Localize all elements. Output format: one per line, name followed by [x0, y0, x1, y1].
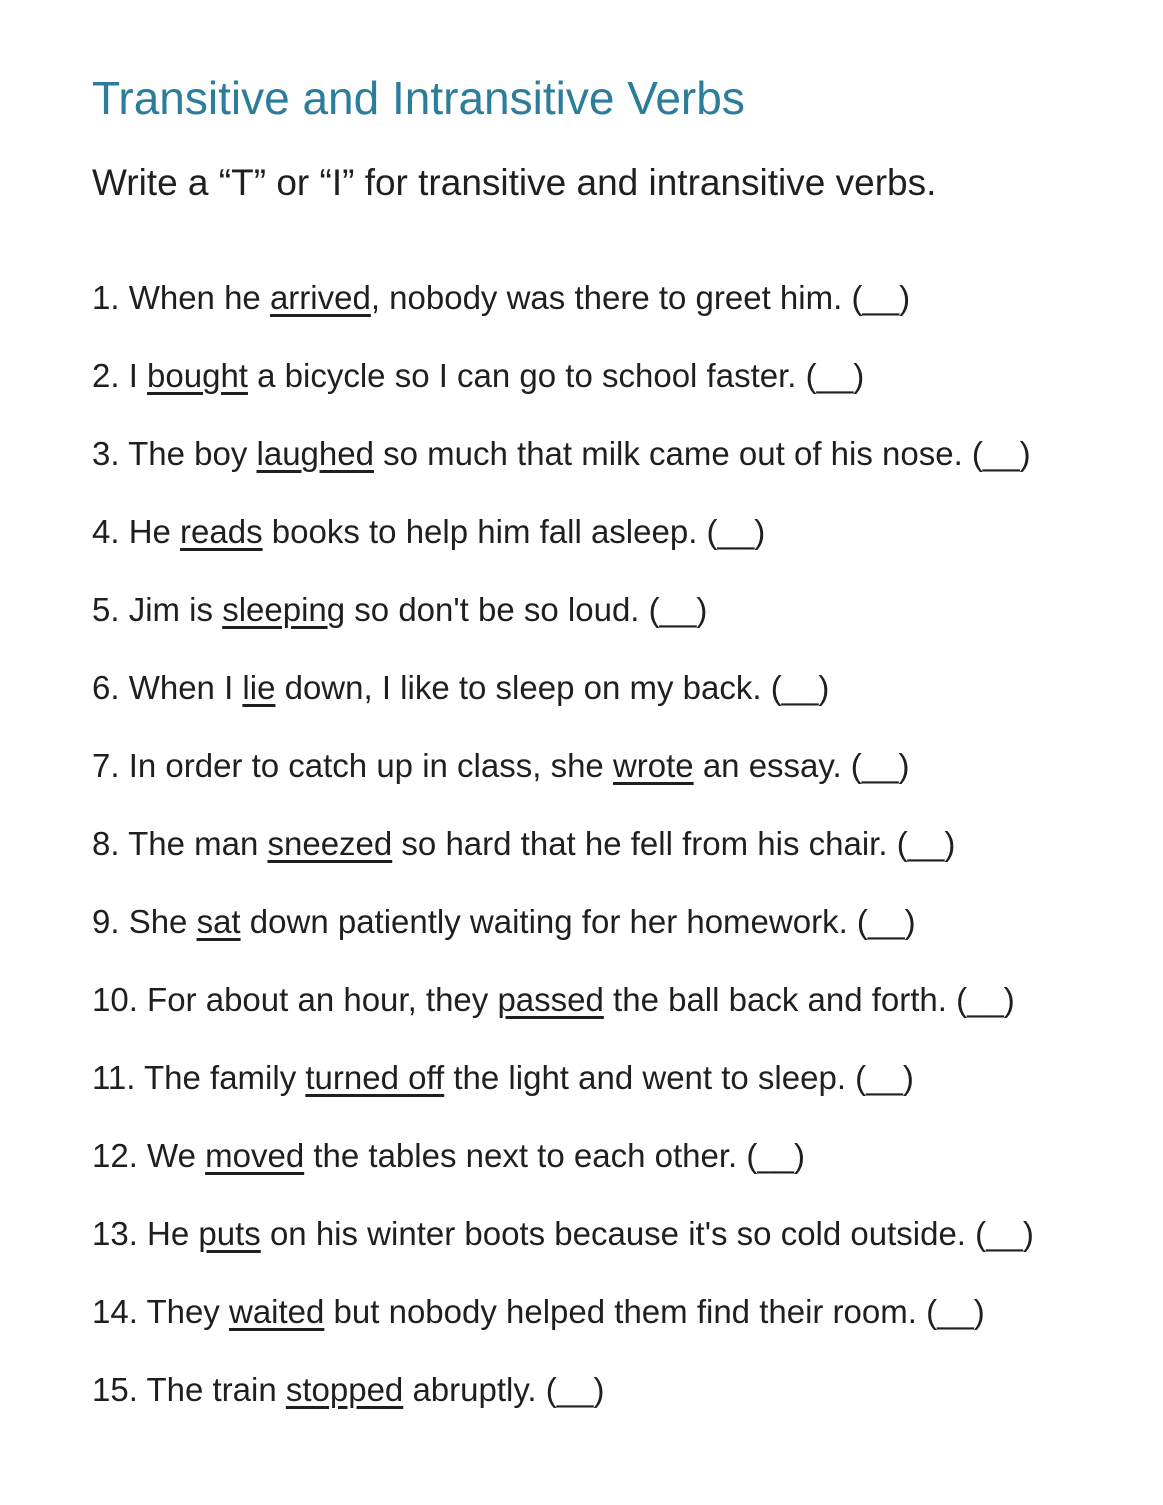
- question-text-pre: 8. The man: [92, 825, 268, 862]
- underlined-verb: reads: [180, 513, 263, 550]
- answer-blank: (__): [746, 1137, 806, 1174]
- question-item: [92, 824, 1113, 864]
- question-item: [92, 590, 1113, 630]
- answer-blank: (__): [975, 1215, 1034, 1252]
- question-text-pre: 4. He: [92, 513, 181, 550]
- answer-blank: (__): [706, 513, 766, 550]
- question-item: [92, 434, 1113, 474]
- question-text-post: down patiently waiting for her homework.: [240, 903, 857, 940]
- underlined-verb: waited: [228, 1293, 325, 1330]
- question-text-post: the light and went to sleep.: [444, 1059, 856, 1096]
- underlined-verb: sat: [196, 903, 241, 940]
- question-item: [92, 512, 1113, 552]
- question-item: [92, 356, 1113, 396]
- underlined-verb: arrived: [269, 279, 371, 316]
- question-text-pre: 2. I: [92, 357, 148, 394]
- question-text-post: a bicycle so I can go to school faster.: [247, 357, 806, 394]
- underlined-verb: turned off: [305, 1059, 445, 1096]
- answer-blank: (__): [855, 1059, 914, 1096]
- question-text-post: so much that milk came out of his nose.: [373, 435, 972, 472]
- underlined-verb: sleeping: [222, 591, 346, 628]
- underlined-verb: moved: [205, 1137, 305, 1174]
- question-text-pre: 10. For about an hour, they: [92, 981, 498, 1018]
- question-text-pre: 13. He: [92, 1215, 199, 1252]
- question-item: [92, 1136, 1113, 1176]
- underlined-verb: sneezed: [267, 825, 393, 862]
- question-list: [92, 278, 1113, 1410]
- question-text-post: so don't be so loud.: [345, 591, 649, 628]
- answer-blank: (__): [850, 747, 910, 784]
- question-text-pre: 12. We: [92, 1137, 206, 1174]
- question-text-pre: 5. Jim is: [92, 591, 223, 628]
- underlined-verb: lie: [242, 669, 276, 706]
- answer-blank: (__): [926, 1293, 985, 1330]
- question-text-pre: 6. When I: [92, 669, 243, 706]
- underlined-verb: puts: [198, 1215, 261, 1252]
- question-item: [92, 1370, 1113, 1410]
- question-item: [92, 1292, 1113, 1332]
- answer-blank: (__): [851, 279, 911, 316]
- underlined-verb: stopped: [285, 1371, 404, 1408]
- question-text-pre: 14. They: [92, 1293, 229, 1330]
- question-text-pre: 1. When he: [92, 279, 270, 316]
- question-item: [92, 278, 1113, 318]
- question-text-pre: 15. The train: [92, 1371, 286, 1408]
- question-text-pre: 7. In order to catch up in class, she: [92, 747, 613, 784]
- underlined-verb: passed: [497, 981, 604, 1018]
- answer-blank: (__): [770, 669, 830, 706]
- question-text-post: the tables next to each other.: [304, 1137, 747, 1174]
- underlined-verb: laughed: [256, 435, 374, 472]
- question-text-post: but nobody helped them find their room.: [324, 1293, 927, 1330]
- question-text-post: so hard that he fell from his chair.: [392, 825, 897, 862]
- answer-blank: (__): [856, 903, 916, 940]
- answer-blank: (__): [648, 591, 708, 628]
- answer-blank: (__): [545, 1371, 605, 1408]
- question-text-post: an essay.: [693, 747, 851, 784]
- underlined-verb: bought: [147, 357, 248, 394]
- answer-blank: (__): [956, 981, 1015, 1018]
- question-item: [92, 902, 1113, 942]
- answer-blank: (__): [896, 825, 956, 862]
- question-item: [92, 1058, 1113, 1098]
- question-text-pre: 3. The boy: [92, 435, 257, 472]
- question-text-pre: 11. The family: [92, 1059, 306, 1096]
- answer-blank: (__): [805, 357, 865, 394]
- question-text-post: on his winter boots because it's so cold outside.: [260, 1215, 976, 1252]
- question-text-pre: 9. She: [92, 903, 197, 940]
- question-item: [92, 668, 1113, 708]
- question-item: [92, 1214, 1113, 1254]
- question-item: [92, 746, 1113, 786]
- question-text-post: books to help him fall asleep.: [262, 513, 707, 550]
- question-text-post: down, I like to sleep on my back.: [275, 669, 771, 706]
- question-text-post: abruptly.: [403, 1371, 546, 1408]
- instructions-text: Write a “T” or “I” for transitive and intransitive verbs.: [92, 162, 937, 203]
- page-title: Transitive and Intransitive Verbs: [92, 72, 745, 124]
- question-text-post: , nobody was there to greet him.: [370, 279, 852, 316]
- answer-blank: (__): [971, 435, 1031, 472]
- question-item: [92, 980, 1113, 1020]
- underlined-verb: wrote: [612, 747, 694, 784]
- question-text-post: the ball back and forth.: [603, 981, 957, 1018]
